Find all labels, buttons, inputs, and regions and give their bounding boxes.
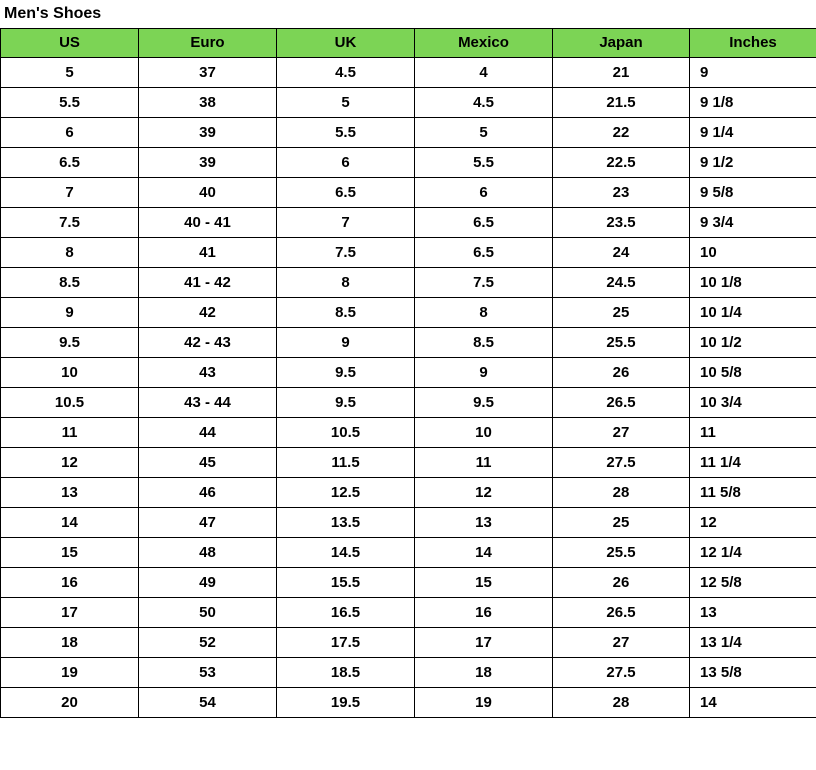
table-body [1,58,816,718]
cell-us: 5.5 [1,88,139,118]
cell-mexico: 10 [415,418,553,448]
cell-uk: 17.5 [277,628,415,658]
table-row [1,208,816,238]
cell-inches: 13 [690,598,816,628]
cell-mexico: 4 [415,58,553,88]
cell-inches: 10 3/4 [690,388,816,418]
cell-mexico: 9 [415,358,553,388]
cell-uk: 16.5 [277,598,415,628]
cell-uk: 14.5 [277,538,415,568]
cell-uk: 8 [277,268,415,298]
cell-mexico: 7.5 [415,268,553,298]
table-row [1,268,816,298]
cell-euro: 48 [139,538,277,568]
cell-euro: 53 [139,658,277,688]
cell-inches: 11 [690,418,816,448]
cell-us: 9 [1,298,139,328]
cell-mexico: 16 [415,598,553,628]
cell-inches: 9 1/4 [690,118,816,148]
cell-uk: 7 [277,208,415,238]
cell-inches: 9 3/4 [690,208,816,238]
cell-uk: 19.5 [277,688,415,718]
cell-japan: 26.5 [553,598,690,628]
cell-euro: 41 [139,238,277,268]
cell-japan: 24.5 [553,268,690,298]
cell-mexico: 14 [415,538,553,568]
cell-euro: 41 - 42 [139,268,277,298]
cell-us: 12 [1,448,139,478]
cell-us: 7.5 [1,208,139,238]
cell-inches: 12 1/4 [690,538,816,568]
cell-japan: 27.5 [553,448,690,478]
table-row [1,538,816,568]
cell-uk: 4.5 [277,58,415,88]
cell-uk: 18.5 [277,658,415,688]
cell-inches: 13 1/4 [690,628,816,658]
cell-japan: 26 [553,568,690,598]
cell-euro: 52 [139,628,277,658]
cell-euro: 42 - 43 [139,328,277,358]
cell-euro: 43 - 44 [139,388,277,418]
column-header-mexico: Mexico [415,29,553,58]
table-row [1,358,816,388]
cell-inches: 10 5/8 [690,358,816,388]
cell-us: 5 [1,58,139,88]
cell-japan: 21.5 [553,88,690,118]
cell-japan: 28 [553,688,690,718]
table-row [1,178,816,208]
column-header-japan: Japan [553,29,690,58]
page-title: Men's Shoes [4,5,102,22]
cell-mexico: 8 [415,298,553,328]
table-row [1,388,816,418]
cell-mexico: 9.5 [415,388,553,418]
cell-inches: 12 [690,508,816,538]
table-row [1,658,816,688]
cell-uk: 8.5 [277,298,415,328]
cell-uk: 9.5 [277,358,415,388]
cell-us: 6 [1,118,139,148]
cell-us: 9.5 [1,328,139,358]
cell-inches: 14 [690,688,816,718]
table-row [1,238,816,268]
table-row [1,598,816,628]
cell-us: 17 [1,598,139,628]
cell-uk: 10.5 [277,418,415,448]
cell-mexico: 17 [415,628,553,658]
size-conversion-table [0,28,816,718]
cell-euro: 38 [139,88,277,118]
cell-euro: 43 [139,358,277,388]
cell-uk: 6.5 [277,178,415,208]
cell-mexico: 12 [415,478,553,508]
cell-mexico: 8.5 [415,328,553,358]
cell-mexico: 18 [415,658,553,688]
cell-inches: 10 1/2 [690,328,816,358]
cell-us: 13 [1,478,139,508]
cell-japan: 23 [553,178,690,208]
cell-inches: 10 1/4 [690,298,816,328]
cell-euro: 47 [139,508,277,538]
cell-mexico: 15 [415,568,553,598]
column-header-inches: Inches [690,29,816,58]
cell-japan: 26.5 [553,388,690,418]
cell-us: 20 [1,688,139,718]
cell-mexico: 6.5 [415,208,553,238]
cell-uk: 9.5 [277,388,415,418]
cell-us: 19 [1,658,139,688]
cell-mexico: 11 [415,448,553,478]
cell-uk: 5.5 [277,118,415,148]
table-row [1,58,816,88]
cell-japan: 22.5 [553,148,690,178]
cell-japan: 25.5 [553,538,690,568]
cell-us: 10.5 [1,388,139,418]
cell-inches: 11 1/4 [690,448,816,478]
column-header-us: US [1,29,139,58]
cell-japan: 24 [553,238,690,268]
table-row [1,88,816,118]
cell-us: 16 [1,568,139,598]
cell-euro: 39 [139,148,277,178]
cell-euro: 54 [139,688,277,718]
cell-inches: 10 [690,238,816,268]
cell-us: 8.5 [1,268,139,298]
cell-uk: 6 [277,148,415,178]
cell-us: 6.5 [1,148,139,178]
cell-japan: 21 [553,58,690,88]
cell-inches: 12 5/8 [690,568,816,598]
cell-uk: 12.5 [277,478,415,508]
cell-euro: 46 [139,478,277,508]
cell-uk: 9 [277,328,415,358]
cell-japan: 22 [553,118,690,148]
table-row [1,328,816,358]
cell-inches: 9 [690,58,816,88]
cell-inches: 11 5/8 [690,478,816,508]
cell-euro: 37 [139,58,277,88]
cell-euro: 50 [139,598,277,628]
cell-us: 8 [1,238,139,268]
table-row [1,148,816,178]
cell-mexico: 5.5 [415,148,553,178]
column-header-uk: UK [277,29,415,58]
cell-mexico: 4.5 [415,88,553,118]
cell-mexico: 6 [415,178,553,208]
cell-mexico: 19 [415,688,553,718]
cell-inches: 9 5/8 [690,178,816,208]
cell-japan: 28 [553,478,690,508]
cell-uk: 13.5 [277,508,415,538]
cell-us: 11 [1,418,139,448]
cell-uk: 5 [277,88,415,118]
cell-uk: 11.5 [277,448,415,478]
cell-uk: 7.5 [277,238,415,268]
cell-euro: 40 [139,178,277,208]
cell-japan: 27 [553,628,690,658]
cell-euro: 39 [139,118,277,148]
cell-euro: 45 [139,448,277,478]
table-row [1,688,816,718]
cell-us: 7 [1,178,139,208]
cell-inches: 13 5/8 [690,658,816,688]
cell-japan: 26 [553,358,690,388]
cell-euro: 42 [139,298,277,328]
table-row [1,118,816,148]
cell-japan: 25 [553,298,690,328]
table-row [1,418,816,448]
cell-japan: 27 [553,418,690,448]
cell-inches: 10 1/8 [690,268,816,298]
table-row [1,478,816,508]
table-header [1,29,816,58]
table-row [1,448,816,478]
cell-uk: 15.5 [277,568,415,598]
cell-japan: 23.5 [553,208,690,238]
cell-mexico: 5 [415,118,553,148]
cell-us: 10 [1,358,139,388]
cell-euro: 44 [139,418,277,448]
cell-inches: 9 1/8 [690,88,816,118]
table-header-row [1,29,816,58]
cell-us: 18 [1,628,139,658]
cell-us: 14 [1,508,139,538]
table-row [1,568,816,598]
cell-japan: 25 [553,508,690,538]
cell-mexico: 13 [415,508,553,538]
table-row [1,628,816,658]
cell-inches: 9 1/2 [690,148,816,178]
table-row [1,298,816,328]
cell-euro: 40 - 41 [139,208,277,238]
column-header-euro: Euro [139,29,277,58]
cell-us: 15 [1,538,139,568]
cell-euro: 49 [139,568,277,598]
cell-japan: 25.5 [553,328,690,358]
table-row [1,508,816,538]
cell-mexico: 6.5 [415,238,553,268]
cell-japan: 27.5 [553,658,690,688]
